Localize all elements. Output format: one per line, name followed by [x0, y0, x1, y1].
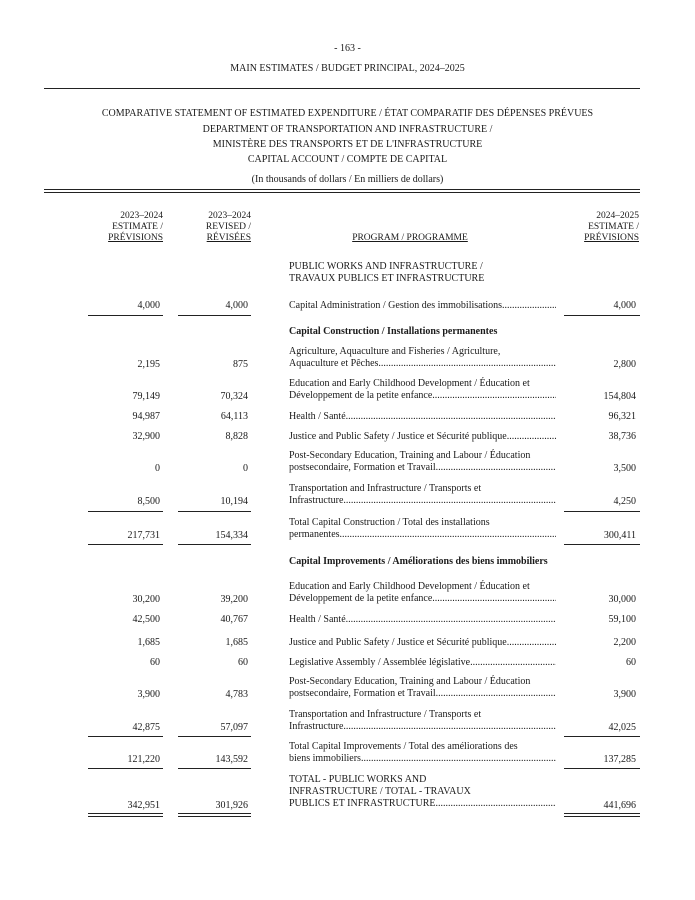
construction-row-label: Health / Santé .....: [289, 411, 556, 423]
total-rule: [88, 315, 163, 316]
total-rule: [564, 315, 640, 316]
improvements-row-label: Health / Santé .....: [289, 614, 556, 626]
header-rule: [44, 88, 640, 89]
running-header: MAIN ESTIMATES / BUDGET PRINCIPAL, 2024–2025: [230, 63, 465, 74]
total-rule: [178, 315, 251, 316]
grand-total-estimate-2024: 441,696: [603, 800, 636, 811]
improvements-row-estimate-2024: 60: [626, 657, 636, 668]
improvements-total-revised: 143,592: [215, 754, 248, 765]
improvements-row-label: Legislative Assembly / Assemblée législative .....: [289, 657, 556, 669]
capital-admin-estimate: 4,000: [137, 300, 160, 311]
department-title-en: DEPARTMENT OF TRANSPORTATION AND INFRASTRUCTURE /: [202, 124, 493, 135]
improvements-row-label: Post-Secondary Education, Training and Labour / Éducation postsecondaire, Formation et Travail .....: [289, 676, 556, 700]
construction-row-revised: 10,194: [220, 496, 248, 507]
construction-total-revised: 154,334: [215, 530, 248, 541]
construction-row-revised: 70,324: [220, 391, 248, 402]
improvements-row-estimate-2024: 42,025: [608, 722, 636, 733]
improvements-heading: Capital Improvements / Améliorations des biens immobiliers: [289, 556, 548, 567]
construction-row-revised: 8,828: [225, 431, 248, 442]
grand-total-double-rule: [88, 813, 163, 817]
total-rule: [178, 768, 251, 769]
improvements-row-estimate-2024: 2,200: [613, 637, 636, 648]
grand-total-estimate: 342,951: [127, 800, 160, 811]
total-rule: [88, 768, 163, 769]
construction-row-estimate: 32,900: [132, 431, 160, 442]
capital-admin-label: Capital Administration / Gestion des immobilisations .....: [289, 300, 556, 312]
subtotal-rule: [88, 736, 163, 737]
grand-total-double-rule: [178, 813, 251, 817]
construction-row-estimate-2024: 96,321: [608, 411, 636, 422]
grand-total-double-rule: [564, 813, 640, 817]
construction-row-estimate-2024: 38,736: [608, 431, 636, 442]
improvements-row-estimate-2024: 59,100: [608, 614, 636, 625]
construction-row-estimate-2024: 4,250: [613, 496, 636, 507]
subtotal-rule: [564, 736, 640, 737]
page-number: - 163 -: [334, 43, 361, 54]
title-double-rule: [44, 189, 640, 193]
construction-row-estimate: 94,987: [132, 411, 160, 422]
construction-row-label: Transportation and Infrastructure / Transports et Infrastructure .....: [289, 483, 556, 507]
statement-title: COMPARATIVE STATEMENT OF ESTIMATED EXPENDITURE / ÉTAT COMPARATIF DES DÉPENSES PRÉVUES: [101, 108, 594, 119]
improvements-row-estimate: 42,500: [132, 614, 160, 625]
total-rule: [88, 544, 163, 545]
construction-row-label: Post-Secondary Education, Training and Labour / Éducation postsecondaire, Formation et Travail .....: [289, 450, 556, 474]
construction-row-estimate: 8,500: [137, 496, 160, 507]
construction-row-estimate: 79,149: [132, 391, 160, 402]
improvements-row-estimate-2024: 3,900: [613, 689, 636, 700]
construction-row-label: Education and Early Childhood Development / Éducation et Développement de la petite enfance .....: [289, 378, 556, 402]
construction-total-label: Total Capital Construction / Total des installations permanentes .....: [289, 517, 556, 541]
improvements-row-estimate: 30,200: [132, 594, 160, 605]
improvements-row-estimate: 42,875: [132, 722, 160, 733]
improvements-row-estimate-2024: 30,000: [608, 594, 636, 605]
construction-row-estimate-2024: 154,804: [603, 391, 636, 402]
department-title-fr: MINISTÈRE DES TRANSPORTS ET DE L'INFRASTRUCTURE: [212, 139, 483, 150]
improvements-row-label: Justice and Public Safety / Justice et Sécurité publique .....: [289, 637, 556, 649]
construction-row-revised: 0: [243, 463, 248, 474]
total-rule: [564, 768, 640, 769]
total-rule: [564, 544, 640, 545]
column-header-revised-2023: 2023–2024 REVISED / RÉVISÉES: [205, 211, 251, 243]
column-header-estimate-2024: 2024–2025 ESTIMATE / PRÉVISIONS: [584, 211, 639, 243]
improvements-row-revised: 60: [238, 657, 248, 668]
subtotal-rule: [178, 511, 251, 512]
capital-admin-revised: 4,000: [225, 300, 248, 311]
improvements-total-label: Total Capital Improvements / Total des améliorations des biens immobiliers .....: [289, 741, 556, 765]
construction-row-estimate: 2,195: [137, 359, 160, 370]
improvements-row-revised: 57,097: [220, 722, 248, 733]
construction-row-revised: 64,113: [220, 411, 248, 422]
grand-total-revised: 301,926: [215, 800, 248, 811]
improvements-row-revised: 39,200: [220, 594, 248, 605]
improvements-total-estimate: 121,220: [127, 754, 160, 765]
construction-total-estimate: 217,731: [127, 530, 160, 541]
improvements-row-revised: 4,783: [225, 689, 248, 700]
subtotal-rule: [178, 736, 251, 737]
subtotal-rule: [564, 511, 640, 512]
account-title: CAPITAL ACCOUNT / COMPTE DE CAPITAL: [247, 154, 448, 165]
construction-row-label: Justice and Public Safety / Justice et Sécurité publique .....: [289, 431, 556, 443]
section-heading: PUBLIC WORKS AND INFRASTRUCTURE / TRAVAUX PUBLICS ET INFRASTRUCTURE: [289, 261, 485, 284]
construction-heading: Capital Construction / Installations permanentes: [289, 326, 498, 337]
improvements-row-estimate: 3,900: [137, 689, 160, 700]
improvements-row-label: Transportation and Infrastructure / Transports et Infrastructure .....: [289, 709, 556, 733]
improvements-row-estimate: 60: [150, 657, 160, 668]
units-note: (In thousands of dollars / En milliers de dollars): [251, 174, 444, 185]
improvements-row-revised: 1,685: [225, 637, 248, 648]
improvements-total-estimate-2024: 137,285: [603, 754, 636, 765]
construction-row-estimate-2024: 3,500: [613, 463, 636, 474]
construction-row-estimate: 0: [155, 463, 160, 474]
improvements-row-revised: 40,767: [220, 614, 248, 625]
subtotal-rule: [88, 511, 163, 512]
construction-row-revised: 875: [233, 359, 248, 370]
construction-total-estimate-2024: 300,411: [603, 530, 636, 541]
construction-row-estimate-2024: 2,800: [613, 359, 636, 370]
construction-row-label: Agriculture, Aquaculture and Fisheries / Agriculture, Aquaculture et Pêches .....: [289, 346, 556, 370]
total-rule: [178, 544, 251, 545]
improvements-row-estimate: 1,685: [137, 637, 160, 648]
column-header-program: PROGRAM / PROGRAMME: [352, 233, 468, 243]
capital-admin-estimate-2024: 4,000: [613, 300, 636, 311]
improvements-row-label: Education and Early Childhood Development / Éducation et Développement de la petite enfance .....: [289, 581, 556, 605]
grand-total-label: TOTAL - PUBLIC WORKS AND INFRASTRUCTURE / TOTAL - TRAVAUX PUBLICS ET INFRASTRUCTURE .....: [289, 774, 556, 810]
column-header-estimate-2023: 2023–2024 ESTIMATE / PRÉVISIONS: [108, 211, 163, 243]
